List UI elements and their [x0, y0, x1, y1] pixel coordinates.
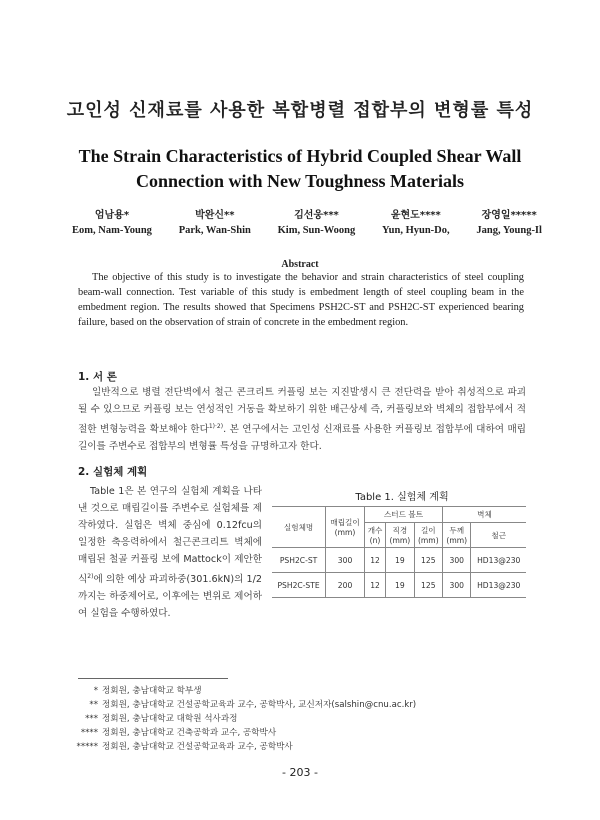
- col-header-label: 개수: [367, 526, 383, 535]
- citation-superscript: 2): [87, 573, 94, 580]
- col-header-embed-length: [326, 507, 365, 548]
- author: [278, 208, 356, 238]
- footnote-mark: *: [93, 686, 98, 696]
- title-english-line1: The Strain Characteristics of Hybrid Coupled Shear Wall: [78, 146, 522, 166]
- footnote-text: 정회원, 충남대학교 건설공학교육과 교수, 공학박사, 교신저자(salshin@cnu.ac.kr): [102, 700, 417, 710]
- title-english: [0, 144, 600, 194]
- col-header-unit: (n): [369, 536, 381, 545]
- cell-diameter: 19: [386, 548, 414, 573]
- footnote-divider: [78, 678, 228, 679]
- table-row: [272, 573, 526, 598]
- introduction-text: 일반적으로 병렬 전단벽에서 철근 콘크리트 커플링 보는 지진발생시 큰 전단력을 받아 취성적으로 파괴될 수 있으므로 커플링 보는 연성적인 거동을 확보하기 위한 배근상세 즉, 커플링보와 벽체의 접합부에서 적절한 변형능력을 확보해야 한다: [78, 387, 526, 436]
- group-header-wall: 벽체: [443, 507, 526, 523]
- abstract-text: The objective of this study is to investigate the behavior and strain characteristics of steel coupling beam-wall connection. Test variable of this study is embedment length of steel coupling beam in the embedment region. The results showed that Specimens PSH2C-ST and PSH2C-ST experienced bearing failure, based on the observation of strain of concrete in the embedment region.: [78, 272, 524, 328]
- author-name-en: Jang, Young-Il: [476, 225, 542, 236]
- cell-count: 12: [364, 548, 385, 573]
- col-header-thickness: [443, 523, 471, 548]
- author: [72, 208, 152, 238]
- author-name-ko: 윤현도****: [390, 210, 441, 221]
- specimen-plan-paragraph: [78, 483, 262, 622]
- footnote-mark: ****: [80, 728, 98, 738]
- footnote-item: [62, 712, 542, 726]
- abstract-heading: Abstract: [281, 259, 319, 270]
- specimen-plan-text: Table 1은 본 연구의 실험체 계획을 나타낸 것으로 매립길이를 주변수로 실험체를 제작하였다. 실험은 벽체 중심에 0.12fcu의 일정한 축응력하에서 철근콘크리트 벽체에 매립된 철골 커플링 보에 Mattock이 제안한 식: [78, 486, 262, 586]
- cell-rebar: HD13@230: [471, 573, 526, 598]
- author: [476, 208, 542, 238]
- col-header-label: 직경: [392, 526, 408, 535]
- col-header-count: [364, 523, 385, 548]
- cell-thickness: 300: [443, 548, 471, 573]
- section-heading-introduction: 1. 서 론: [78, 371, 117, 383]
- cell-length: 125: [414, 573, 442, 598]
- cell-embed: 300: [326, 548, 365, 573]
- page-number: - 203 -: [282, 766, 318, 779]
- table-caption: Table 1. 실험체 계획: [355, 492, 449, 503]
- cell-embed: 200: [326, 573, 365, 598]
- section-heading-specimen-plan: 2. 실험체 계획: [78, 466, 148, 478]
- col-header-unit: (mm): [446, 536, 468, 545]
- author-name-en: Eom, Nam-Young: [72, 225, 152, 236]
- col-header-specimen: 실험체명: [272, 507, 326, 548]
- cell-thickness: 300: [443, 573, 471, 598]
- author-name-en: Park, Wan-Shin: [178, 225, 251, 236]
- col-header-label: 두께: [449, 526, 465, 535]
- author-list: [72, 208, 542, 238]
- author-name-ko: 장영일*****: [481, 210, 537, 221]
- author-name-en: Kim, Sun-Woong: [277, 225, 356, 236]
- author-name-ko: 김선웅***: [294, 210, 339, 221]
- citation-superscript: 1)·2): [208, 423, 224, 430]
- cell-count: 12: [364, 573, 385, 598]
- footnote-item: [62, 740, 542, 754]
- footnote-mark: **: [89, 700, 98, 710]
- col-header-length: [414, 523, 442, 548]
- cell-rebar: HD13@230: [471, 548, 526, 573]
- introduction-paragraph: [78, 384, 526, 455]
- introduction-text-cont: . 본 연구에서는 고인성 신재료를 사용한 커플링보 접합부에 대하여 매립길이를 주변수로 접합부의 변형률 특성을 규명하고자 한다.: [78, 424, 526, 453]
- col-header-rebar: 철근: [471, 523, 526, 548]
- footnote-item: [62, 698, 542, 712]
- title-korean: 고인성 신재료를 사용한 복합병렬 접합부의 변형률 특성: [66, 100, 534, 121]
- cell-specimen: PSH2C-ST: [272, 548, 326, 573]
- col-header-unit: (mm): [417, 536, 439, 545]
- title-english-line2: Connection with New Toughness Materials: [135, 171, 465, 191]
- footnote-text: 정회원, 충남대학교 건축공학과 교수, 공학박사: [102, 728, 277, 738]
- group-header-stud-bolt: 스터드 볼트: [364, 507, 442, 523]
- specimen-plan-text-cont: 에 의한 예상 파괴하중(301.6kN)의 1/2까지는 하중제어로, 이후에는 변위로 제어하여 실험을 수행하였다.: [78, 574, 262, 620]
- footnote-item: [62, 684, 542, 698]
- cell-specimen: PSH2C-STE: [272, 573, 326, 598]
- col-header-unit: (mm): [334, 528, 356, 537]
- cell-diameter: 19: [386, 573, 414, 598]
- footnote-text: 정회원, 충남대학교 대학원 석사과정: [102, 714, 238, 724]
- col-header-diameter: [386, 523, 414, 548]
- col-header-unit: (mm): [389, 536, 411, 545]
- author-name-ko: 박완신**: [195, 210, 235, 221]
- col-header-label: 길이: [420, 526, 436, 535]
- footnote-mark: ***: [85, 714, 98, 724]
- footnotes: [62, 684, 542, 754]
- footnote-mark: *****: [76, 742, 98, 752]
- author-name-en: Yun, Hyun-Do,: [382, 225, 450, 236]
- col-header-label: 매립길이: [330, 518, 360, 527]
- author: [179, 208, 251, 238]
- specimen-table: [272, 506, 526, 598]
- table-row: [272, 548, 526, 573]
- author: [382, 208, 450, 238]
- cell-length: 125: [414, 548, 442, 573]
- footnote-text: 정회원, 충남대학교 학부생: [102, 686, 202, 696]
- footnote-text: 정회원, 충남대학교 건설공학교육과 교수, 공학박사: [102, 742, 293, 752]
- footnote-item: [62, 726, 542, 740]
- author-name-ko: 엄남용*: [94, 210, 130, 221]
